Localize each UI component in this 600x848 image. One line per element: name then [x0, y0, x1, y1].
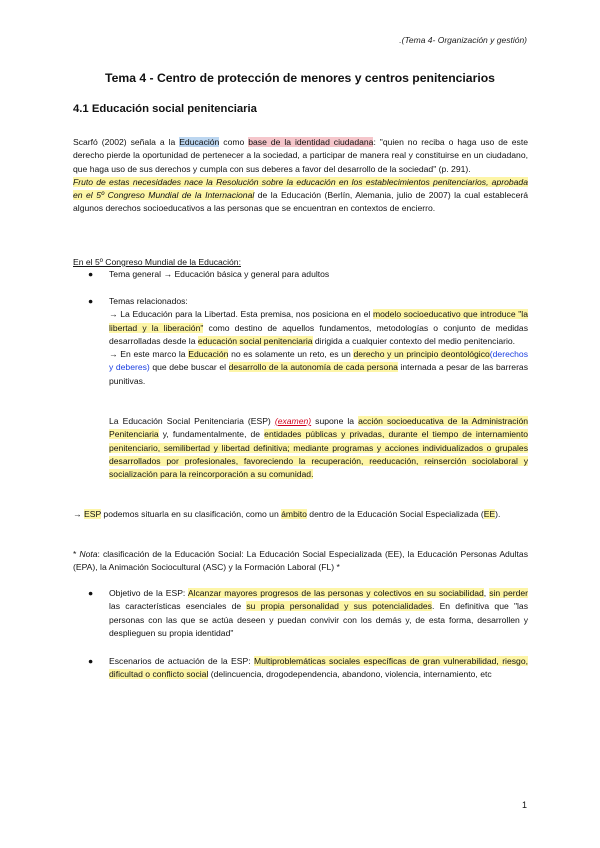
bullet-icon: ● — [88, 656, 94, 666]
bullet-escenarios: Escenarios de actuación de la ESP: Multiproblemáticas sociales específicas de gran vulnerabilidad, riesgo, dificultad o conflicto social (delincuencia, drogodependencia, abandono, violencia, internamiento, etc — [109, 656, 528, 680]
section-heading: 4.1 Educación social penitenciaria — [73, 103, 257, 115]
bullet-temas-relacionados: Temas relacionados: → La Educación para la Libertad. Esta premisa, nos posiciona en el modelo socioeducativo que introduce "la libertad y la liberación" como destino de aquellos fundamentos, metodologías o conjunto de medidas desarrolladas desde la educación social penitenciaria dirigida a cualquier contexto del medio penitenciario. → En este marco la Educación no es solamente un reto, es un derecho y un principio deontológico(derechos y deberes) que debe buscar el desarrollo de la autonomía de cada persona internada a pesar de las barreras punitivas. — [109, 296, 529, 386]
page-number: 1 — [521, 800, 527, 810]
bullet-icon: ● — [88, 588, 94, 598]
paragraph-scarfo: Scarfó (2002) señala a la Educación como base de la identidad ciudadana: "quien no reciba o haga uso de este derecho pierde la oportunidad de pertenecer a la sociedad, a participar de manera real y constituirse en un ciudadano, que haga uso de sus derechos y cumpla con sus deberes a favor del desarrollo de la sociedad" (p. 291). Fruto de estas necesidades nace la Resolución sobre la educación en los establecimientos penitenciarios, aprobada en el 5º Congreso Mundial de la Internacional de la Educación (Berlín, Alemania, julio de 2007) la cual establecerá algunos derechos socioeducativos a las personas que se encuentran en contextos de encierro. — [73, 137, 528, 214]
paragraph-ambito: → ESP podemos situarla en su clasificación, como un ámbito dentro de la Educación Social Especializada (EE). — [73, 509, 501, 519]
running-header: .(Tema 4- Organización y gestión) — [399, 35, 527, 45]
bullet-icon: ● — [88, 296, 94, 306]
bullet-icon: ● — [88, 269, 94, 279]
paragraph-nota: * Nota: clasificación de la Educación Social: La Educación Social Especializada (EE), la Educación Personas Adultas (EPA), la Animación Sociocultural (ASC) y la Formación Laboral (FL) * — [73, 549, 528, 573]
page-title: Tema 4 - Centro de protección de menores y centros penitenciarios — [105, 71, 495, 85]
congreso-heading: En el 5º Congreso Mundial de la Educación: — [73, 257, 241, 267]
paragraph-esp-definition: La Educación Social Penitenciaria (ESP) (examen) supone la acción socioeducativa de la Administración Penitenciaria y, fundamentalmente, de entidades públicas y privadas, durante el tiempo de internamiento penitenciario, semilibertad y libertad definitiva; mediante programas y acciones individualizados o grupales desarrollados por profesionales, favoreciendo la recuperación, reeducación, reinserción sociolaboral y socialización para la reincorporación a su comunidad. — [109, 416, 529, 480]
bullet-objetivo: Objetivo de la ESP: Alcanzar mayores progresos de las personas y colectivos en su sociabilidad, sin perder las características esenciales de su propia personalidad y sus potencialidades. En definitiva que "las personas con las que se actúa deseen y puedan convivir con los demás y, de esta forma, desarrollen y desplieguen su propia identidad" — [109, 588, 529, 638]
bullet-tema-general: Tema general → Educación básica y general para adultos — [109, 269, 330, 279]
